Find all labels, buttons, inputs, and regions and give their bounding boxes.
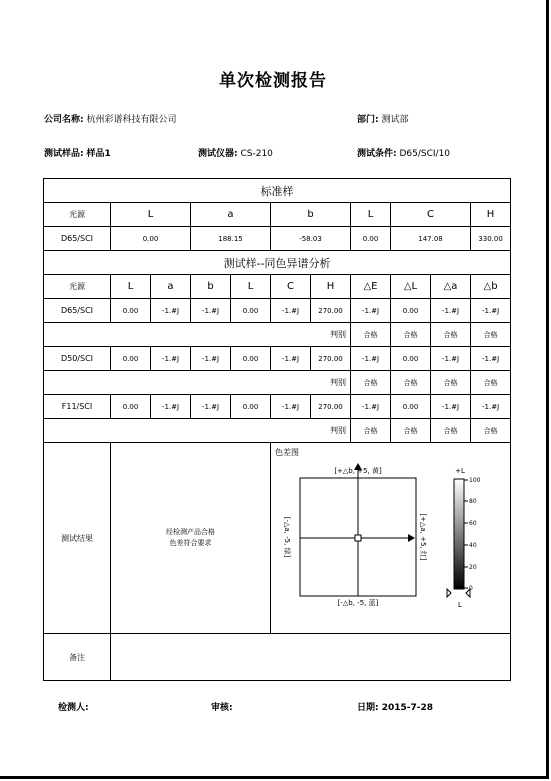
test-data-row [44, 299, 511, 323]
standard-header-cell: a [191, 203, 271, 227]
report-table [43, 178, 511, 681]
scale-tick-label: 60 [469, 520, 477, 527]
scale-bottom-label: L [458, 601, 462, 609]
test-cell: -1.#J [471, 347, 511, 371]
judge-row [44, 419, 511, 443]
test-cell: 0.00 [111, 347, 151, 371]
judge-cell: 合格 [391, 323, 431, 347]
test-cell: 0.00 [391, 347, 431, 371]
judge-label: 判别 [44, 323, 351, 347]
test-header-row [44, 275, 511, 299]
remark-label: 备注 [44, 634, 111, 681]
test-cell: 0.00 [391, 299, 431, 323]
instrument-label: 测试仪器: [198, 149, 238, 159]
standard-header-cell: C [391, 203, 471, 227]
scale-tick-label: 80 [469, 498, 477, 505]
test-cell: 270.00 [311, 299, 351, 323]
test-header-cell: b [191, 275, 231, 299]
test-cell: -1.#J [471, 395, 511, 419]
condition-value: D65/SCI/10 [399, 149, 451, 159]
left-axis-label: [-△a, -5, 绿] [283, 516, 291, 558]
test-header-cell: △b [471, 275, 511, 299]
scale-tick-label: 40 [469, 542, 477, 549]
judge-row [44, 323, 511, 347]
test-cell: 0.00 [111, 395, 151, 419]
test-header-cell: △E [351, 275, 391, 299]
date-label: 日期: [357, 703, 379, 713]
judge-cell: 合格 [471, 323, 511, 347]
result-row [44, 443, 511, 634]
top-axis-label: [+△b, +5, 黄] [334, 467, 382, 475]
judge-cell: 合格 [391, 371, 431, 395]
standard-cell: 0.00 [111, 227, 191, 251]
test-cell: -1.#J [151, 347, 191, 371]
test-cell: -1.#J [191, 395, 231, 419]
standard-header-cell: L [111, 203, 191, 227]
judge-cell: 合格 [391, 419, 431, 443]
test-cell: 270.00 [311, 347, 351, 371]
dept-label: 部门: [357, 115, 379, 125]
test-cell: -1.#J [271, 299, 311, 323]
condition-row [357, 146, 450, 159]
test-cell: -1.#J [351, 299, 391, 323]
standard-data-row [44, 227, 511, 251]
test-cell: D50/SCI [44, 347, 111, 371]
standard-cell: 188.15 [191, 227, 271, 251]
color-diff-chart [271, 443, 511, 634]
result-text [111, 443, 271, 634]
test-header-cell: △a [431, 275, 471, 299]
right-axis-label: [+△a, +5, 红] [419, 513, 427, 561]
sample-value: 样品1 [86, 149, 111, 159]
judge-cell: 合格 [351, 371, 391, 395]
condition-label: 测试条件: [357, 149, 397, 159]
test-cell: -1.#J [351, 347, 391, 371]
test-cell: -1.#J [191, 347, 231, 371]
color-diff-svg [271, 443, 509, 633]
test-cell: -1.#J [191, 299, 231, 323]
company-label: 公司名称: [44, 115, 84, 125]
test-cell: 0.00 [391, 395, 431, 419]
test-cell: -1.#J [151, 395, 191, 419]
bottom-axis-label: [-△b, -5, 蓝] [337, 599, 379, 607]
chart-title: 色差图 [275, 448, 299, 457]
sample-point-marker [355, 535, 361, 541]
test-header-cell: a [151, 275, 191, 299]
test-header-cell: L [111, 275, 151, 299]
test-title: 测试样--同色异谱分析 [44, 251, 511, 275]
test-header-cell: 光源 [44, 275, 111, 299]
standard-header-row [44, 203, 511, 227]
result-text-line2: 色差符合要求 [169, 539, 212, 547]
judge-cell: 合格 [431, 371, 471, 395]
test-cell: D65/SCI [44, 299, 111, 323]
standard-cell: -58.03 [271, 227, 351, 251]
instrument-row [198, 146, 273, 159]
scale-tick-label: 100 [469, 477, 481, 484]
test-cell: -1.#J [151, 299, 191, 323]
test-cell: F11/SCI [44, 395, 111, 419]
company-value: 杭州彩谱科技有限公司 [86, 115, 177, 125]
standard-cell: 0.00 [351, 227, 391, 251]
instrument-value: CS-210 [240, 149, 273, 159]
remark-row [44, 634, 511, 681]
right-arrow-icon [408, 534, 415, 542]
test-header-cell: L [231, 275, 271, 299]
scale-top-label: +L [455, 467, 465, 475]
inspector-label: 检测人: [58, 703, 89, 713]
judge-cell: 合格 [351, 323, 391, 347]
scale-tick-label: 0 [469, 585, 473, 592]
test-data-row [44, 347, 511, 371]
scale-tick-label: 20 [469, 564, 477, 571]
scale-pointer-left-icon [447, 589, 451, 597]
scale-ticks [464, 477, 481, 592]
dept-row [357, 112, 409, 125]
test-cell: -1.#J [431, 395, 471, 419]
judge-cell: 合格 [471, 371, 511, 395]
report-title: 单次检测报告 [219, 71, 327, 91]
standard-cell: D65/SCI [44, 227, 111, 251]
result-label: 测试结果 [44, 443, 111, 634]
judge-cell: 合格 [431, 323, 471, 347]
test-cell: -1.#J [351, 395, 391, 419]
judge-cell: 合格 [431, 419, 471, 443]
test-cell: 270.00 [311, 395, 351, 419]
test-cell: 0.00 [111, 299, 151, 323]
test-header-cell: △L [391, 275, 431, 299]
remark-value [111, 634, 511, 681]
judge-cell: 合格 [351, 419, 391, 443]
standard-title: 标准样 [44, 179, 511, 203]
test-data-row [44, 395, 511, 419]
sample-row [44, 146, 111, 159]
standard-header-cell: b [271, 203, 351, 227]
company-row [44, 112, 177, 125]
reviewer-label: 审核: [211, 703, 233, 713]
sample-label: 测试样品: [44, 149, 84, 159]
standard-header-cell: 光源 [44, 203, 111, 227]
judge-label: 判别 [44, 419, 351, 443]
standard-cell: 147.08 [391, 227, 471, 251]
test-cell: -1.#J [431, 347, 471, 371]
standard-header-cell: H [471, 203, 511, 227]
test-cell: -1.#J [471, 299, 511, 323]
test-cell: 0.00 [231, 299, 271, 323]
test-cell: -1.#J [431, 299, 471, 323]
result-text-line1: 经检测产品合格 [166, 528, 215, 536]
standard-header-cell: L [351, 203, 391, 227]
test-header-cell: H [311, 275, 351, 299]
test-cell: 0.00 [231, 395, 271, 419]
judge-row [44, 371, 511, 395]
date-row [357, 700, 433, 713]
standard-cell: 330.00 [471, 227, 511, 251]
judge-cell: 合格 [471, 419, 511, 443]
lightness-scale-bar [454, 479, 464, 589]
date-value: 2015-7-28 [381, 703, 434, 713]
judge-label: 判别 [44, 371, 351, 395]
test-header-cell: C [271, 275, 311, 299]
test-cell: -1.#J [271, 395, 311, 419]
test-cell: 0.00 [231, 347, 271, 371]
dept-value: 测试部 [381, 115, 409, 125]
test-cell: -1.#J [271, 347, 311, 371]
